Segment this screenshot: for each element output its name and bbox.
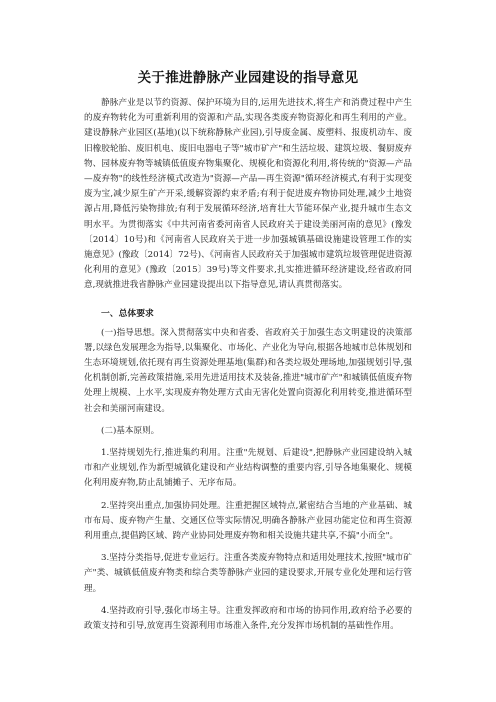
principle-2-paragraph: 2.坚持突出重点,加强协同处理。注重把握区域特点,紧密结合当地的产业基础、城市布局、废弃物产生量、交通区位等实际情况,明确各静脉产业园功能定位和再生资源利用重点,提倡跨区域、跨产业协同处理废弃物和相关设施共建共享,不搞"小而全"。	[84, 500, 412, 542]
principle-4-paragraph: 4.坚持政府引导,强化市场主导。注重发挥政府和市场的协同作用,政府给予必要的政策支持和引导,放宽再生资源利用市场准入条件,充分发挥市场机制的基础性作用。	[84, 605, 412, 632]
basic-principles-heading: (二)基本原则。	[101, 425, 160, 436]
section-heading-general-requirements: 一、总体要求	[101, 308, 154, 319]
principle-3-paragraph: 3.坚持分类指导,促进专业运行。注重各类废弃物特点和适用处理技术,按照"城市矿产"类、城镇低值废弃物类和综合类等静脉产业园的建设要求,开展专业化处理和运行管理。	[84, 553, 412, 594]
principle-1-paragraph: 1.坚持规划先行,推进集约利用。注重"先规划、后建设",把静脉产业园建设纳入城市和产业规划,作为新型城镇化建设和产业结构调整的重要内容,引导各地集聚化、规模化利用废弃物,防止乱铺摊子、无序布局。	[84, 448, 412, 489]
document-body	[84, 96, 412, 634]
intro-paragraph: 静脉产业是以节约资源、保护环境为目的,运用先进技术,将生产和消费过程中产生的废弃物转化为可重新利用的资源和产品,实现各类废弃物资源化和再生利用的产业。建设静脉产业园区(基地)(以下统称静脉产业园),引导废金属、废塑料、报废机动车、废旧橡胶轮胎、废旧机电、废旧电器电子等"城市矿产"和生活垃圾、建筑垃圾、餐厨废弃物、园林废弃物等城镇低值废弃物集聚化、规模化和资源化利用,将传统的"资源—产品—废弃物"的线性经济模式改造为"资源—产品—再生资源"循环经济模式,有利于实现变废为宝,减少原生矿产开采,缓解资源约束矛盾;有利于促进废弃物协同处理,减少土地资源占用,降低污染物排放;有利于发展循环经济,培育壮大节能环保产业,提升城市生态文明水平。为贯彻落实《中共河南省委河南省人民政府关于建设美丽河南的意见》(豫发〔2014〕10号)和《河南省人民政府关于进一步加强城镇基础设施建设管理工作的实施意见》(豫政〔2014〕72号)、《河南省人民政府关于加强城市建筑垃圾管理促进资源化利用的意见》(豫政〔2015〕39号)等文件要求,扎实推进循环经济建设,经省政府同意,现就推进我省静脉产业园建设提出以下指导意见,请认真贯彻落实。	[84, 98, 412, 291]
document-title: 关于推进静脉产业园建设的指导意见	[137, 70, 359, 86]
guiding-ideology-paragraph: (一)指导思想。深入贯彻落实中央和省委、省政府关于加强生态文明建设的决策部署,以绿色发展理念为指导,以集聚化、市场化、产业化为导向,根据各地城市总体规划和生态环境规划,依托现有再生资源处理基地(集群)和各类垃圾处理场地,加强规划引导,强化机制创新,完善政策措施,采用先进适用技术及装备,推进"城市矿产"和城镇低值废弃物处理上规模、上水平,实现废弃物处理方式由无害化处置向资源化利用转变,推进循环型社会和美丽河南建设。	[84, 327, 412, 414]
